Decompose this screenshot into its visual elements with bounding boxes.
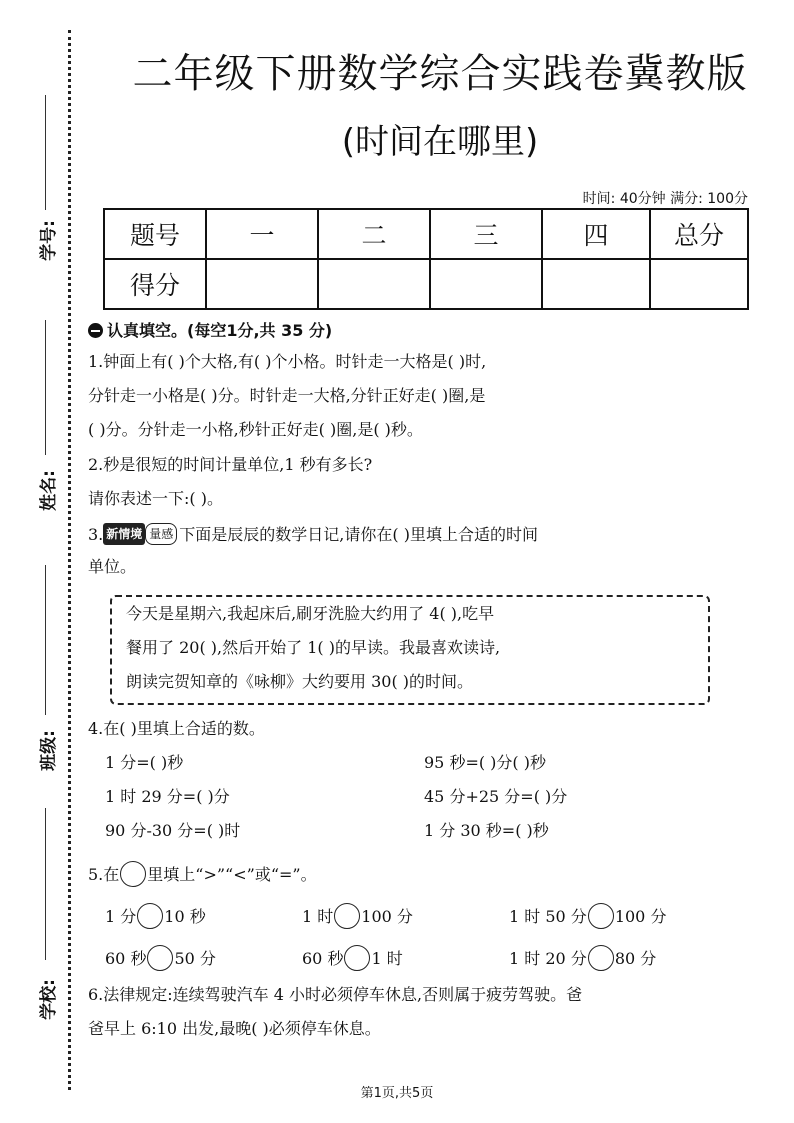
q1-line-2: 分针走一小格是( )分。时针走一大格,分针正好走( )圈,是 — [88, 386, 486, 405]
compare-circle-1[interactable] — [137, 903, 163, 929]
school-label: 学校: — [38, 979, 59, 1020]
school-blank — [45, 808, 46, 960]
class-label: 班级: — [38, 730, 59, 771]
q4-item-d: 45 分+25 分=( )分 — [424, 787, 568, 806]
q5-item-1: 1 分 10 秒 — [105, 903, 206, 929]
q2-line-1: 2.秒是很短的时间计量单位,1 秒有多长? — [88, 455, 373, 474]
q6-line-1: 6.法律规定:连续驾驶汽车 4 小时必须停车休息,否则属于疲劳驾驶。爸 — [88, 985, 583, 1004]
cell-part-2: 二 — [318, 209, 430, 259]
score-table-score-row — [104, 259, 748, 309]
cell-total: 总分 — [650, 209, 748, 259]
diary-line-2: 餐用了 20( ),然后开始了 1( )的早读。我最喜欢读诗, — [126, 638, 501, 657]
student-id-label: 学号: — [38, 220, 59, 261]
binding-dotted-line — [68, 30, 71, 1090]
compare-circle-6[interactable] — [588, 945, 614, 971]
page-footer: 第1页,共5页 — [360, 1086, 434, 1101]
student-id-blank — [45, 95, 46, 210]
cell-part-3: 三 — [430, 209, 542, 259]
compare-circle-4[interactable] — [147, 945, 173, 971]
score-field-total[interactable] — [650, 259, 748, 309]
q5-item-6: 1 时 20 分 80 分 — [509, 945, 656, 971]
q1-line-3: ( )分。分针走一小格,秒针正好走( )圈,是( )秒。 — [88, 420, 423, 439]
cell-part-1: 一 — [206, 209, 318, 259]
q5-item-2: 1 时 100 分 — [302, 903, 413, 929]
q5-item-5: 60 秒 1 时 — [302, 945, 403, 971]
q5-item-4: 60 秒 50 分 — [105, 945, 216, 971]
cell-part-4: 四 — [542, 209, 650, 259]
score-field-4[interactable] — [542, 259, 650, 309]
score-field-2[interactable] — [318, 259, 430, 309]
cell-score-label: 得分 — [104, 259, 206, 309]
q3-line-1: 3. 新情境 量感 下面是辰辰的数学日记,请你在( )里填上合适的时间 — [88, 525, 538, 544]
time-info: 时间: 40分钟 满分: 100分 — [582, 191, 748, 207]
q4-item-a: 1 分=( )秒 — [105, 753, 184, 772]
score-table — [103, 208, 749, 310]
q2-line-2: 请你表述一下:( )。 — [88, 489, 223, 508]
diary-line-1: 今天是星期六,我起床后,刷牙洗脸大约用了 4( ),吃早 — [126, 604, 495, 623]
compare-circle-5[interactable] — [344, 945, 370, 971]
q1-line-1: 1.钟面上有( )个大格,有( )个小格。时针走一大格是( )时, — [88, 352, 487, 371]
q4-title: 4.在( )里填上合适的数。 — [88, 719, 265, 738]
score-field-1[interactable] — [206, 259, 318, 309]
q4-item-b: 95 秒=( )分( )秒 — [424, 753, 546, 772]
cell-question-number: 题号 — [104, 209, 206, 259]
diary-line-3: 朗读完贺知章的《咏柳》大约要用 30( )的时间。 — [126, 672, 474, 691]
compare-circle-3[interactable] — [588, 903, 614, 929]
q3-line-2: 单位。 — [88, 557, 137, 576]
section-one-icon — [88, 323, 103, 338]
quantity-sense-tag: 量感 — [145, 523, 177, 545]
q6-line-2: 爸早上 6:10 出发,最晚( )必须停车休息。 — [88, 1019, 381, 1038]
score-table-header-row — [104, 209, 748, 259]
page-title: 二年级下册数学综合实践卷冀教版 — [132, 51, 748, 97]
q4-item-c: 1 时 29 分=( )分 — [105, 787, 230, 806]
q5-title: 5.在 里填上“>”“<”或“=”。 — [88, 861, 317, 887]
new-context-tag: 新情境 — [103, 523, 145, 545]
section-heading: 认真填空。(每空1分,共 35 分) — [88, 318, 332, 341]
compare-circle-icon — [120, 861, 146, 887]
name-label: 姓名: — [38, 470, 59, 511]
compare-circle-2[interactable] — [334, 903, 360, 929]
q5-item-3: 1 时 50 分 100 分 — [509, 903, 666, 929]
page-subtitle: (时间在哪里) — [341, 122, 539, 162]
q4-item-e: 90 分-30 分=( )时 — [105, 821, 241, 840]
q4-item-f: 1 分 30 秒=( )秒 — [424, 821, 549, 840]
class-blank — [45, 565, 46, 715]
score-field-3[interactable] — [430, 259, 542, 309]
name-blank — [45, 320, 46, 455]
